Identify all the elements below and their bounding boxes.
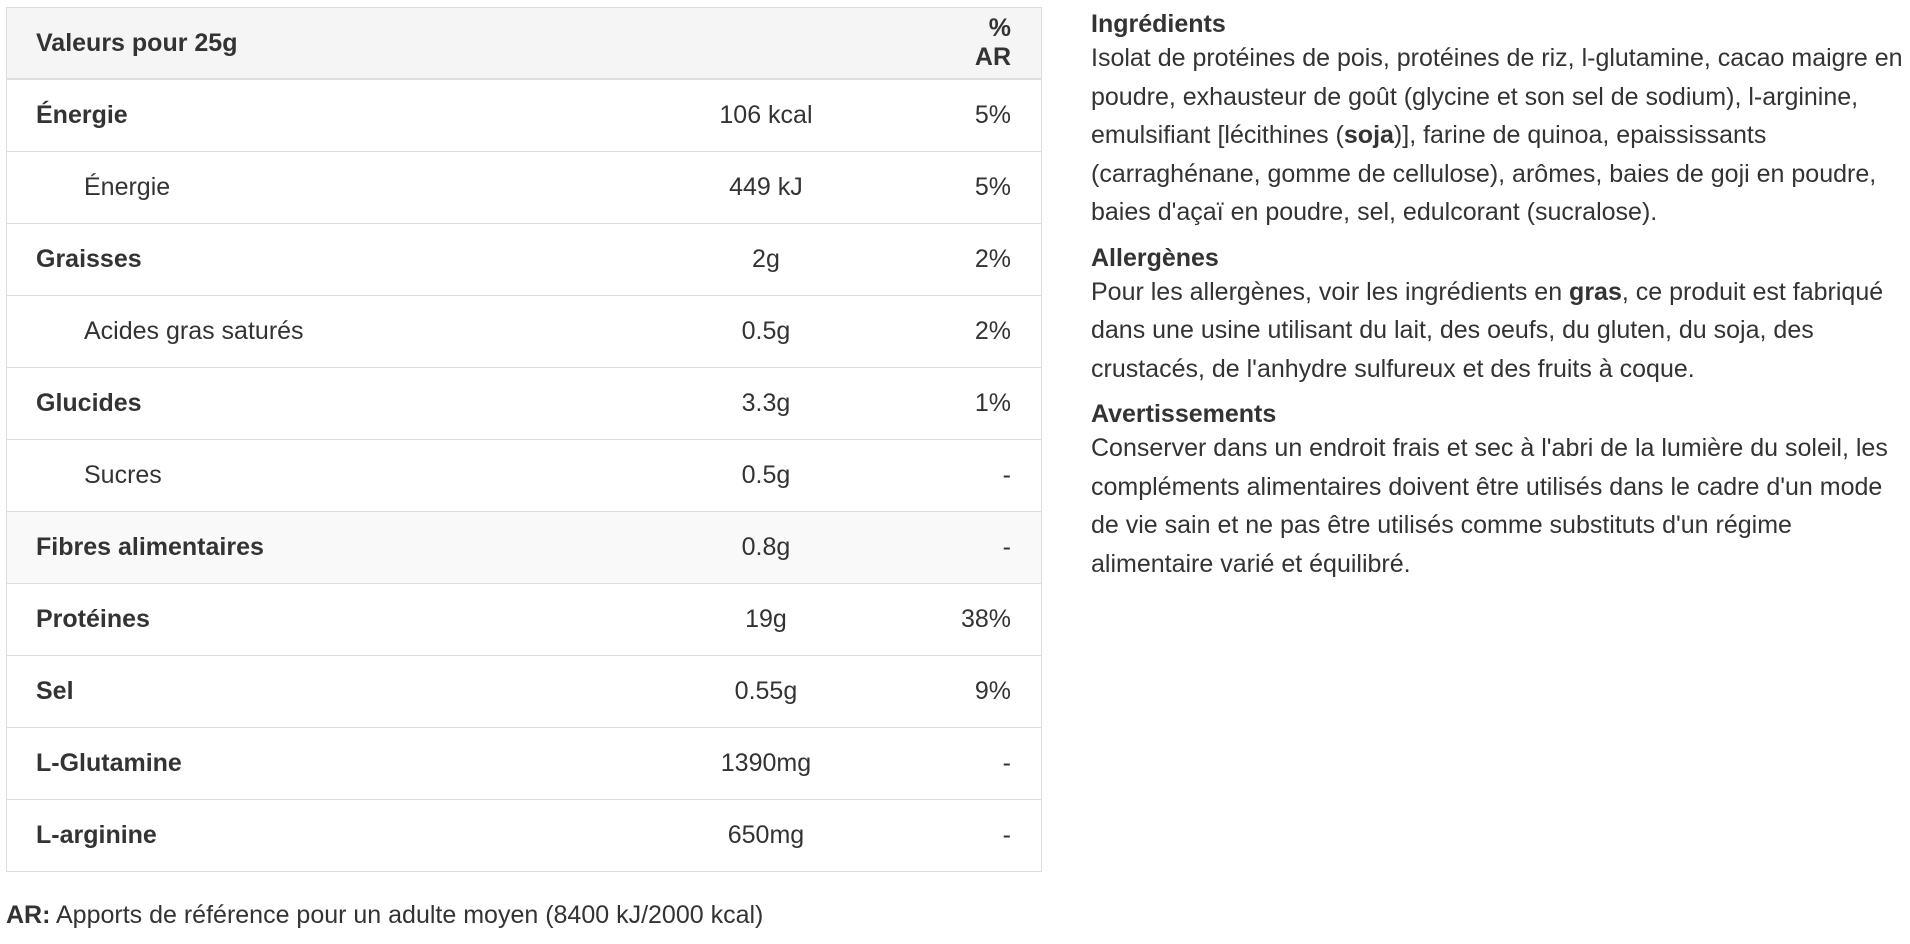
nutrient-ar-percent: 1% (961, 368, 1042, 440)
nutrition-row (7, 800, 1042, 872)
nutrition-row (7, 224, 1042, 296)
nutrition-body (7, 79, 1042, 872)
nutrition-table (6, 7, 1042, 872)
ingredients-heading: Ingrédients (1091, 10, 1226, 38)
nutrient-quantity: 1390mg (571, 728, 961, 800)
nutrient-name: L-Glutamine (7, 728, 571, 800)
nutrient-name: Protéines (7, 584, 571, 656)
nutrient-ar-percent: - (961, 440, 1042, 512)
nutrition-row (7, 512, 1042, 584)
nutrient-ar-percent: - (961, 512, 1042, 584)
nutrition-panel (6, 7, 1042, 872)
nutrient-ar-percent: 38% (961, 584, 1042, 656)
header-values-label: Valeurs pour 25g (7, 8, 571, 80)
nutrition-row (7, 728, 1042, 800)
nutrient-ar-percent: 5% (961, 79, 1042, 152)
allergens-heading: Allergènes (1091, 243, 1219, 272)
product-info-panel (1091, 9, 1903, 594)
nutrient-name: Glucides (7, 368, 571, 440)
nutrient-name: Énergie (7, 152, 571, 224)
footnote-label: AR: (6, 901, 51, 929)
ingredients-text-after: )], farine de quinoa, epaississants (carraghénane, gomme de cellulose), arômes, baies de goji en poudre, baies d'açaï en poudre, sel, edulcorant (sucralose). (1091, 121, 1877, 226)
allergens-text (1091, 273, 1903, 389)
nutrient-quantity: 449 kJ (571, 152, 961, 224)
nutrient-quantity: 3.3g (571, 368, 961, 440)
nutrient-ar-percent: 2% (961, 224, 1042, 296)
nutrient-quantity: 19g (571, 584, 961, 656)
ar-footnote (6, 900, 763, 930)
nutrient-quantity: 0.55g (571, 656, 961, 728)
nutrient-quantity: 2g (571, 224, 961, 296)
footnote-text: Apports de référence pour un adulte moyen (8400 kJ/2000 kcal) (50, 901, 764, 929)
nutrient-ar-percent: - (961, 800, 1042, 872)
nutrient-ar-percent: 2% (961, 296, 1042, 368)
nutrition-row (7, 296, 1042, 368)
nutrient-quantity: 0.5g (571, 296, 961, 368)
nutrient-ar-percent: 5% (961, 152, 1042, 224)
allergens-text-after: , ce produit est fabriqué dans une usine utilisant du lait, des oeufs, du gluten, du soja, des crustacés, de l'anhydre sulfureux et des fruits à coque. (1091, 277, 1884, 383)
nutrient-name: Sel (7, 656, 571, 728)
nutrient-name: Énergie (7, 79, 571, 152)
header-ar-label: % AR (961, 8, 1042, 80)
header-quantity-label (571, 8, 961, 80)
warnings-text: Conserver dans un endroit frais et sec à l'abri de la lumière du soleil, les compléments alimentaires doivent être utilisés dans le cadre d'un mode de vie sain et ne pas être utilisés comme substituts d'un régime alimentaire varié et équilibré. (1091, 434, 1888, 578)
nutrition-row (7, 152, 1042, 224)
ingredients-allergen-bold: soja (1343, 121, 1394, 149)
ingredients-text (1091, 39, 1903, 232)
nutrient-quantity: 0.5g (571, 440, 961, 512)
nutrient-ar-percent: - (961, 728, 1042, 800)
nutrient-quantity: 650mg (571, 800, 961, 872)
allergens-text-before: Pour les allergènes, voir les ingrédients en (1091, 277, 1570, 306)
nutrient-name: Fibres alimentaires (7, 512, 571, 584)
nutrition-row (7, 79, 1042, 152)
warnings-heading: Avertissements (1091, 400, 1277, 428)
nutrient-name: Graisses (7, 224, 571, 296)
allergens-bold: gras (1569, 277, 1622, 306)
nutrient-ar-percent: 9% (961, 656, 1042, 728)
nutrition-row (7, 440, 1042, 512)
nutrient-quantity: 0.8g (571, 512, 961, 584)
nutrition-row (7, 368, 1042, 440)
ingredients-text-before: Isolat de protéines de pois, protéines de riz, l-glutamine, cacao maigre en poudre, exhausteur de goût (glycine et son sel de sodium), l-arginine, emulsifiant [lécithines ( (1091, 44, 1903, 149)
nutrient-name: Sucres (7, 440, 571, 512)
nutrient-name: L-arginine (7, 800, 571, 872)
nutrition-header-row (7, 8, 1042, 80)
nutrition-row (7, 656, 1042, 728)
nutrition-row (7, 584, 1042, 656)
nutrient-name: Acides gras saturés (7, 296, 571, 368)
nutrient-quantity: 106 kcal (571, 79, 961, 152)
